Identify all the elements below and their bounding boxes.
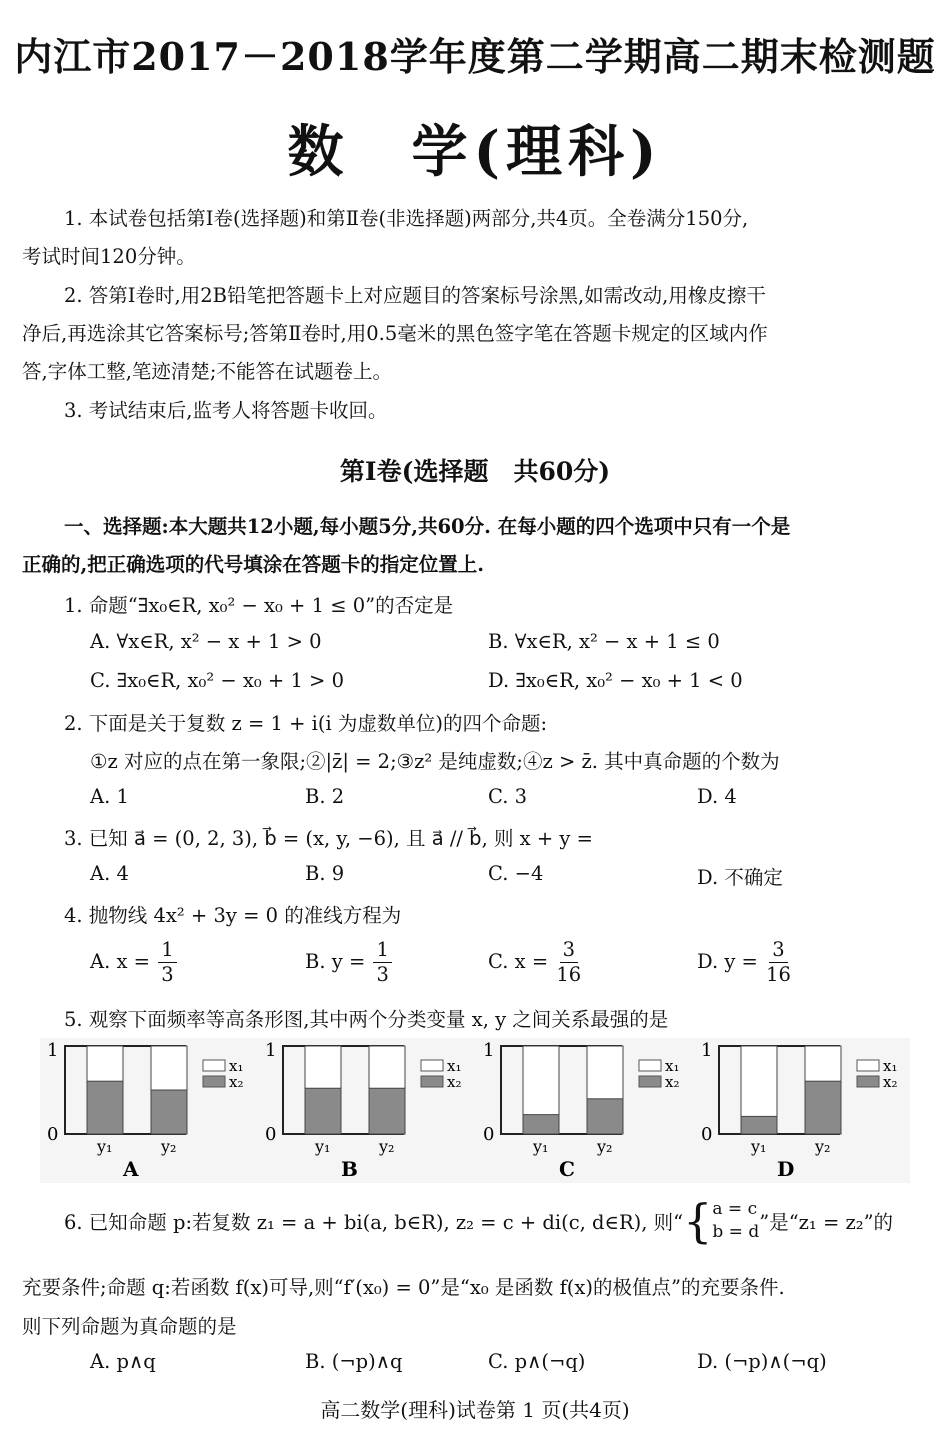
q4-option-b <box>305 938 392 987</box>
chart-B-bar-x2-1 <box>369 1088 405 1134</box>
q6-sys-line-1: a = c <box>712 1199 758 1219</box>
chart-D-legend-swatch-x1 <box>857 1060 879 1071</box>
q4-option-c-fraction <box>556 938 581 987</box>
section-intro-1: 一、选择题:本大题共12小题,每小题5分,共60分. 在每小题的四个选项中只有一个是 <box>64 515 791 538</box>
q2-option-c: C. 3 <box>488 785 528 808</box>
q6-option-d: D. (¬p)∧(¬q) <box>697 1350 827 1373</box>
chart-D-tick-1: 1 <box>701 1040 713 1061</box>
chart-C-category-label-0: y₁ <box>533 1137 549 1156</box>
q2-statements: ①z 对应的点在第一象限;②|z̄| = 2;③z² 是纯虚数;④z > z̄. 其中真命题的个数为 <box>90 750 780 773</box>
q6-option-b: B. (¬p)∧q <box>305 1350 403 1373</box>
chart-D-legend-swatch-x2 <box>857 1076 879 1087</box>
q4-option-d-prefix: D. y = <box>697 950 758 973</box>
chart-B-tick-0: 0 <box>265 1124 277 1145</box>
chart-A-bar-x2-0 <box>87 1081 123 1134</box>
instruction-2-cont-1: 净后,再选涂其它答案标号;答第Ⅱ卷时,用0.5毫米的黑色签字笔在答题卡规定的区域内作 <box>22 322 768 345</box>
chart-C-tick-1: 1 <box>483 1040 495 1061</box>
q4-option-a-prefix: A. x = <box>90 950 151 973</box>
instruction-1: 1. 本试卷包括第Ⅰ卷(选择题)和第Ⅱ卷(非选择题)两部分,共4页。全卷满分150分, <box>64 207 749 230</box>
q6-line-2: 充要条件;命题 q:若函数 f(x)可导,则“f′(x₀) = 0”是“x₀ 是函数 f(x)的极值点”的充要条件. <box>22 1276 785 1299</box>
chart-B-legend-swatch-x1 <box>421 1060 443 1071</box>
chart-A-legend-label-x2: x₂ <box>229 1073 244 1091</box>
chart-A-title: A <box>123 1157 139 1181</box>
chart-D-legend-label-x2: x₂ <box>883 1073 898 1091</box>
q6-option-a: A. p∧q <box>90 1350 156 1373</box>
chart-A-bar-x2-1 <box>151 1090 187 1134</box>
chart-D-category-label-1: y₂ <box>815 1137 831 1156</box>
q6-stem-part2: ”是“z₁ = z₂”的 <box>759 1211 894 1234</box>
chart-A-category-label-1: y₂ <box>161 1137 177 1156</box>
q4-d-numerator: 3 <box>769 938 787 963</box>
chart-B-legend-label-x1: x₁ <box>447 1057 462 1075</box>
chart-D-title: D <box>777 1157 795 1181</box>
section-title: 第Ⅰ卷(选择题 共60分) <box>339 457 611 486</box>
q4-c-denominator: 16 <box>556 963 582 986</box>
q4-option-c <box>488 938 581 987</box>
q6-brace: { <box>683 1194 713 1248</box>
chart-B-bar-x2-0 <box>305 1088 341 1134</box>
q4-b-numerator: 1 <box>373 938 391 963</box>
instruction-2-cont-2: 答,字体工整,笔迹清楚;不能答在试题卷上。 <box>22 360 392 383</box>
chart-C-bar-x2-1 <box>587 1099 623 1134</box>
q4-d-denominator: 16 <box>766 963 791 986</box>
q4-stem: 4. 抛物线 4x² + 3y = 0 的准线方程为 <box>64 904 402 927</box>
q5-bar-charts <box>40 1038 910 1183</box>
chart-A-tick-0: 0 <box>47 1124 59 1145</box>
chart-B-legend-swatch-x2 <box>421 1076 443 1087</box>
chart-B-category-label-1: y₂ <box>379 1137 395 1156</box>
chart-A-legend-swatch-x2 <box>203 1076 225 1087</box>
q4-a-denominator: 3 <box>161 963 174 986</box>
subject-title: 数 学(理科) <box>287 119 663 185</box>
q4-option-d <box>697 938 791 987</box>
chart-D-category-label-0: y₁ <box>751 1137 767 1156</box>
chart-C-title: C <box>559 1157 575 1181</box>
q4-option-b-prefix: B. y = <box>305 950 366 973</box>
chart-A-category-label-0: y₁ <box>97 1137 113 1156</box>
chart-B-legend-label-x2: x₂ <box>447 1073 462 1091</box>
chart-C-category-label-1: y₂ <box>597 1137 613 1156</box>
exam-title: 内江市2017－2018学年度第二学期高二期末检测题 <box>14 34 936 79</box>
chart-B-title: B <box>341 1157 358 1181</box>
q6-stem-part1: 6. 已知命题 p:若复数 z₁ = a + bi(a, b∈R), z₂ = c + di(c, d∈R), 则“ <box>64 1211 684 1234</box>
chart-C-legend-label-x1: x₁ <box>665 1057 680 1075</box>
q4-option-d-fraction <box>766 938 791 987</box>
q1-option-b: B. ∀x∈R, x² − x + 1 ≤ 0 <box>488 630 720 653</box>
q2-option-a: A. 1 <box>90 785 129 808</box>
chart-C-legend-label-x2: x₂ <box>665 1073 680 1091</box>
q3-option-a: A. 4 <box>90 862 129 885</box>
chart-B-tick-1: 1 <box>265 1040 277 1061</box>
q4-option-a-fraction <box>158 938 176 987</box>
chart-C-tick-0: 0 <box>483 1124 495 1145</box>
chart-A-tick-1: 1 <box>47 1040 59 1061</box>
q2-option-b: B. 2 <box>305 785 345 808</box>
instruction-2: 2. 答第Ⅰ卷时,用2B铅笔把答题卡上对应题目的答案标号涂黑,如需改动,用橡皮擦干 <box>64 284 766 307</box>
q3-stem: 3. 已知 a⃗ = (0, 2, 3), b⃗ = (x, y, −6), 且 a⃗ // b⃗, 则 x + y = <box>64 827 593 850</box>
q4-c-numerator: 3 <box>560 938 578 963</box>
chart-B-category-label-0: y₁ <box>315 1137 331 1156</box>
page-footer: 高二数学(理科)试卷第 1 页(共4页) <box>320 1398 630 1422</box>
q4-option-b-fraction <box>373 938 391 987</box>
q3-option-d: D. 不确定 <box>697 866 783 889</box>
q1-stem: 1. 命题“∃x₀∈R, x₀² − x₀ + 1 ≤ 0”的否定是 <box>64 594 454 617</box>
q2-option-d: D. 4 <box>697 785 737 808</box>
chart-D-legend-label-x1: x₁ <box>883 1057 898 1075</box>
q4-option-a <box>90 938 177 987</box>
q6-line-3: 则下列命题为真命题的是 <box>22 1315 237 1338</box>
q6-stem <box>64 1194 894 1248</box>
chart-D-bar-x2-0 <box>741 1116 777 1134</box>
q5-chart-panel <box>40 1038 910 1183</box>
q4-a-numerator: 1 <box>158 938 176 963</box>
q1-option-a: A. ∀x∈R, x² − x + 1 > 0 <box>90 630 322 653</box>
q5-stem: 5. 观察下面频率等高条形图,其中两个分类变量 x, y 之间关系最强的是 <box>64 1008 669 1031</box>
q1-option-d: D. ∃x₀∈R, x₀² − x₀ + 1 < 0 <box>488 669 743 692</box>
q3-option-b: B. 9 <box>305 862 345 885</box>
q6-equation-system <box>712 1198 759 1244</box>
q2-stem: 2. 下面是关于复数 z = 1 + i(i 为虚数单位)的四个命题: <box>64 712 548 735</box>
chart-C-legend-swatch-x2 <box>639 1076 661 1087</box>
chart-A-legend-label-x1: x₁ <box>229 1057 244 1075</box>
instruction-3: 3. 考试结束后,监考人将答题卡收回。 <box>64 399 388 422</box>
chart-D-bar-x2-1 <box>805 1081 841 1134</box>
q4-b-denominator: 3 <box>376 963 389 986</box>
chart-C-bar-x2-0 <box>523 1115 559 1134</box>
q4-option-c-prefix: C. x = <box>488 950 549 973</box>
q6-option-c: C. p∧(¬q) <box>488 1350 586 1373</box>
q6-sys-line-2: b = d <box>712 1222 760 1242</box>
chart-A-legend-swatch-x1 <box>203 1060 225 1071</box>
chart-C-legend-swatch-x1 <box>639 1060 661 1071</box>
q3-option-c: C. −4 <box>488 862 544 885</box>
chart-D-tick-0: 0 <box>701 1124 713 1145</box>
q1-option-c: C. ∃x₀∈R, x₀² − x₀ + 1 > 0 <box>90 669 344 692</box>
section-intro-2: 正确的,把正确选项的代号填涂在答题卡的指定位置上. <box>22 553 485 576</box>
instruction-1-cont: 考试时间120分钟。 <box>22 245 196 268</box>
